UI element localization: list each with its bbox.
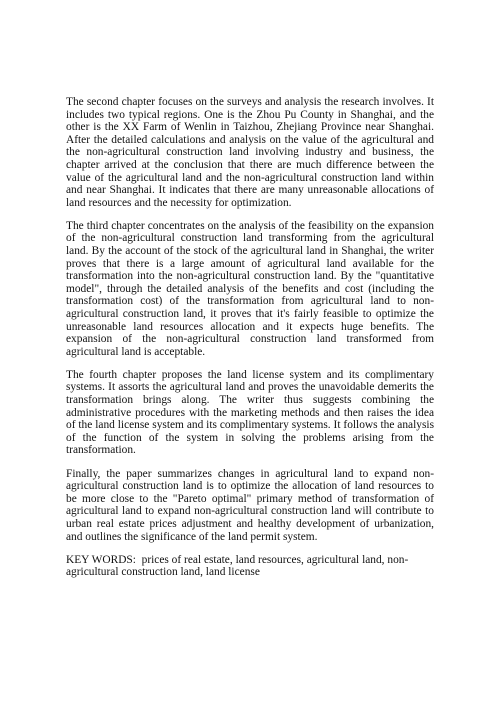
- paragraph-fourth-chapter: The fourth chapter proposes the land license system and its complimentary systems. It assorts the agricultural land and proves the unavoidable demerits the transformation brings along. The writer thus suggests combining the administrative procedures with the marketing methods and then raises the idea of the land license system and its complimentary systems. It follows the analysis of the function of the system in solving the problems arising from the transformation.: [66, 368, 434, 457]
- paragraph-second-chapter: The second chapter focuses on the surveys and analysis the research involves. It includes two typical regions. One is the Zhou Pu County in Shanghai, and the other is the XX Farm of Wenlin in Taizhou, Zhejiang Province near Shanghai. After the detailed calculations and analysis on the value of the agricultural and the non-agricultural construction land involving industry and business, the chapter arrived at the conclusion that there are much difference between the value of the agricultural land and the non-agricultural construction land within and near Shanghai. It indicates that there are many unreasonable allocations of land resources and the necessity for optimization.: [66, 96, 434, 209]
- document-page: [66, 96, 434, 579]
- paragraph-third-chapter: The third chapter concentrates on the analysis of the feasibility on the expansion of the non-agricultural construction land transforming from the agricultural land. By the account of the stock of the agricultural land in Shanghai, the writer proves that there is a large amount of agricultural land available for the transformation into the non-agricultural construction land. By the "quantitative model", through the detailed analysis of the benefits and cost (including the transformation cost) of the transformation from agricultural land to non-agricultural construction land, it proves that it's fairly feasible to optimize the unreasonable land resources allocation and it expects huge benefits. The expansion of the non-agricultural construction land transformed from agricultural land is acceptable.: [66, 219, 434, 358]
- keywords-line: [66, 554, 434, 579]
- keywords-text: prices of real estate, land resources, agricultural land, non-agricultural construction land, land license: [66, 553, 409, 579]
- keywords-label: KEY WORDS:: [66, 553, 136, 566]
- paragraph-finally: Finally, the paper summarizes changes in agricultural land to expand non-agricultural construction land is to optimize the allocation of land resources to be more close to the "Pareto optimal" primary method of transformation of agricultural land to expand non-agricultural construction land will contribute to urban real estate prices adjustment and healthy development of urbanization, and outlines the significance of the land permit system.: [66, 467, 434, 543]
